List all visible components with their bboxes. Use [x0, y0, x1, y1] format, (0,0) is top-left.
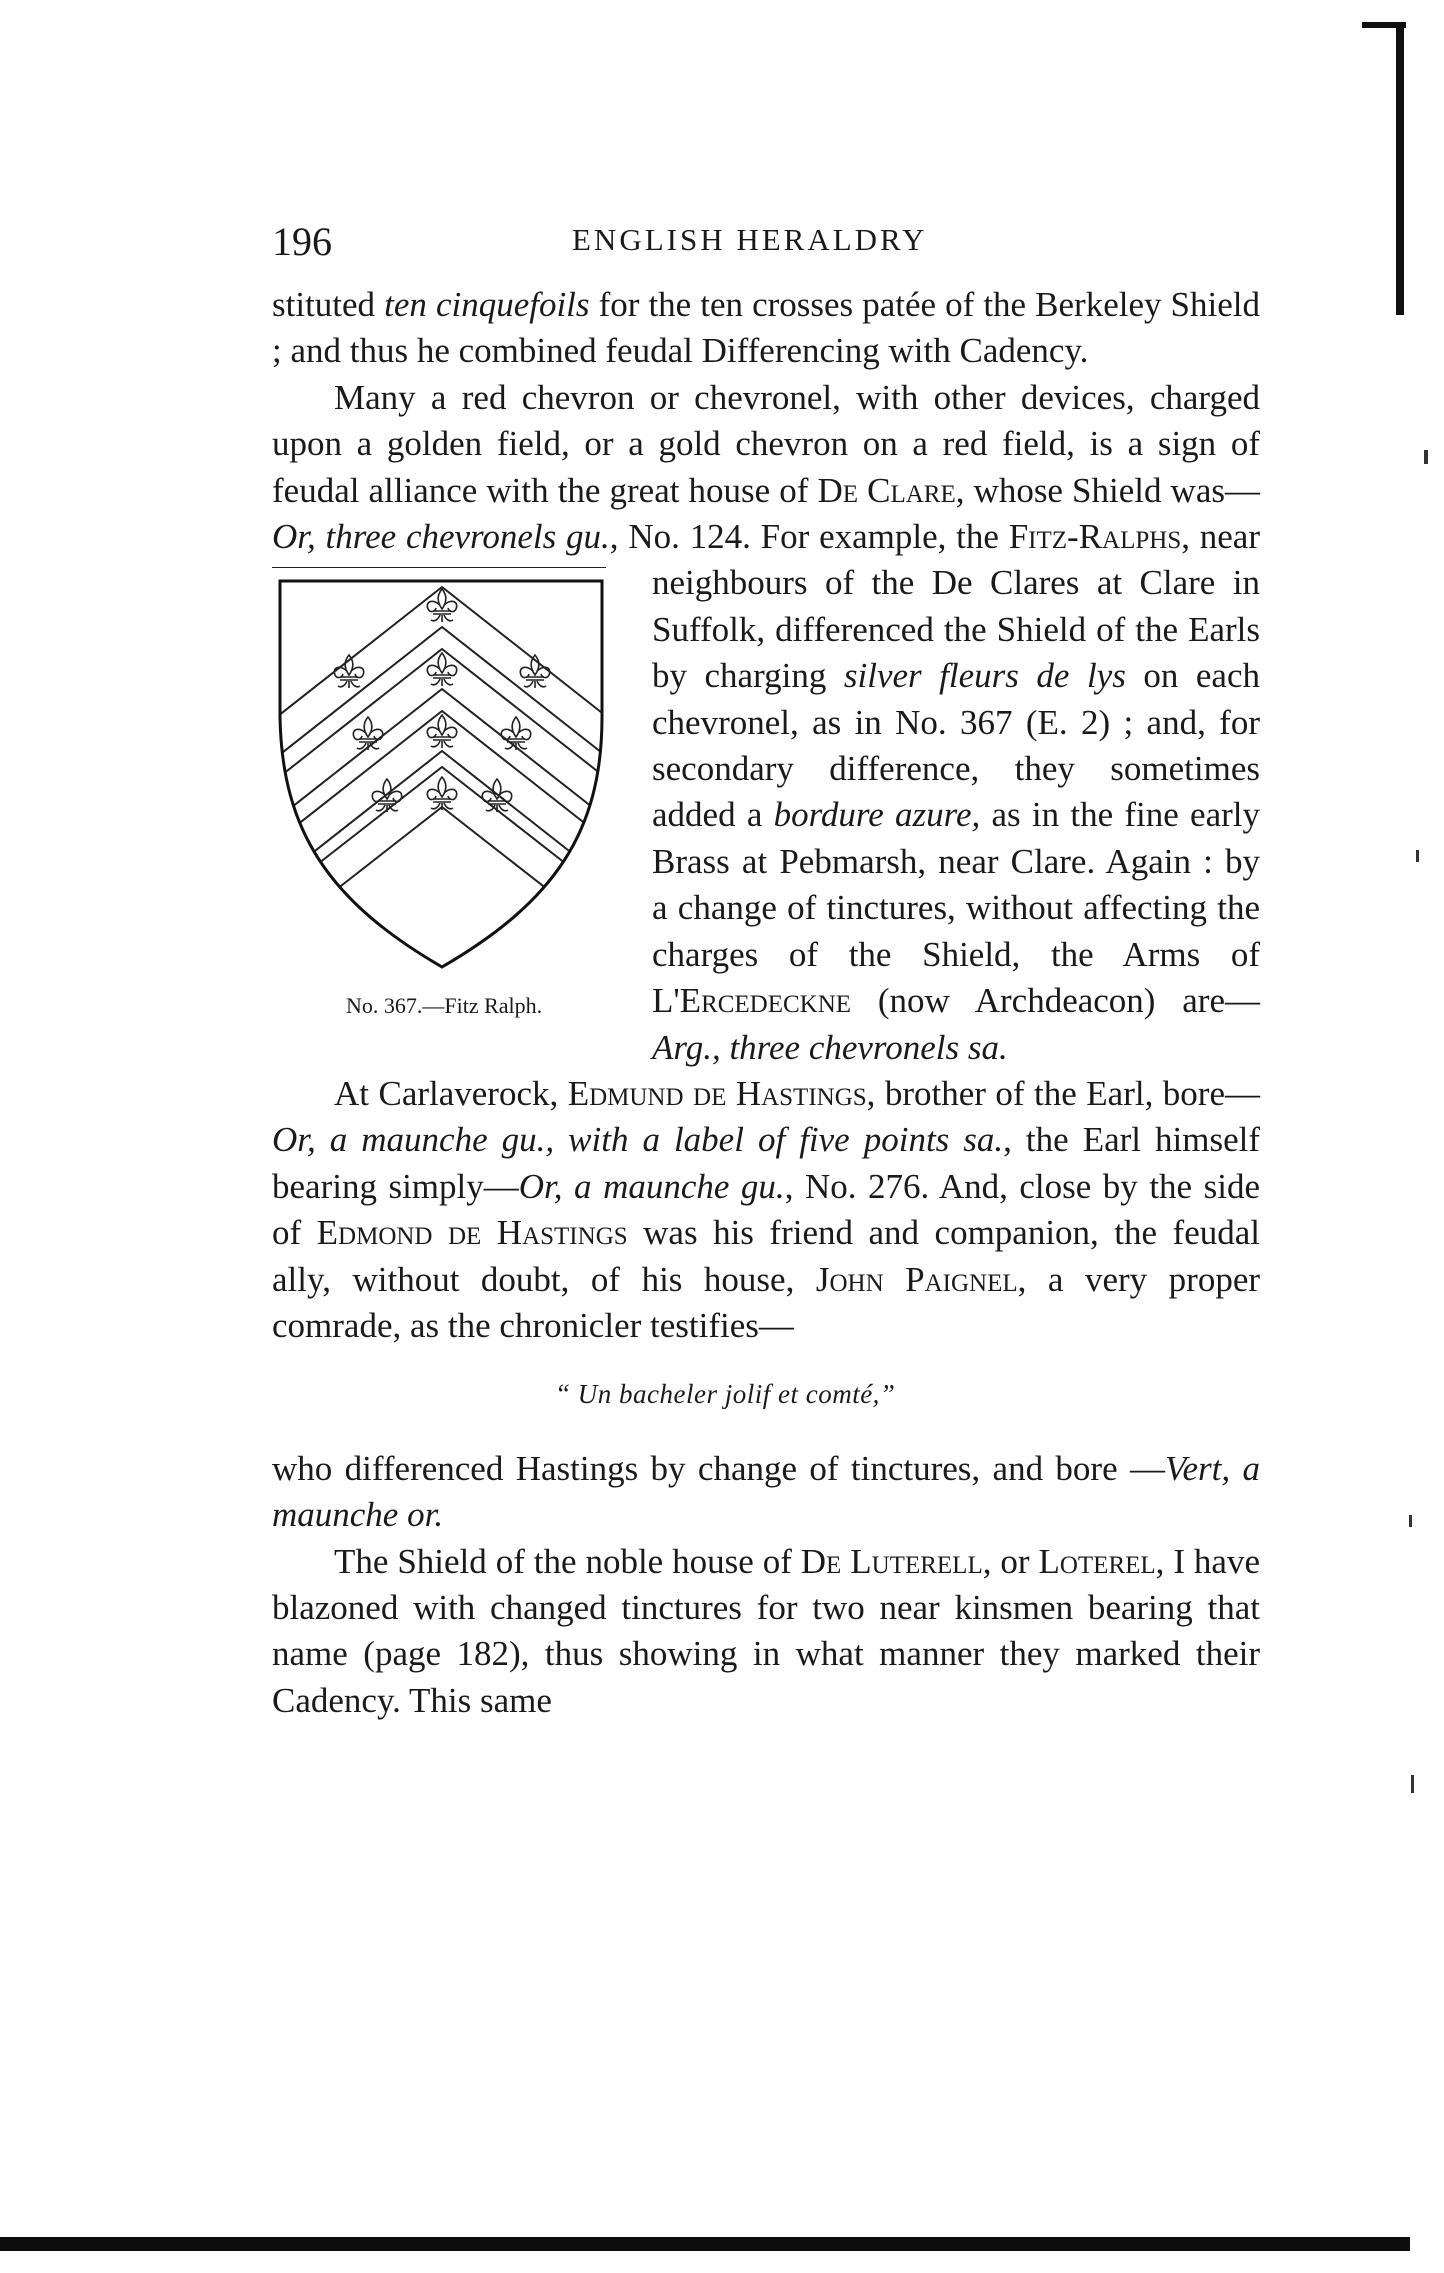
text-run: , No. 124. For example, the — [609, 517, 1009, 557]
running-title: ENGLISH HERALDRY — [572, 222, 928, 257]
scan-speck — [1424, 450, 1428, 464]
text-run: stituted — [272, 285, 385, 324]
figure-caption: No. 367.—Fitz Ralph. — [346, 993, 543, 1019]
text-run: At Carlaverock, — [334, 1073, 568, 1113]
text-run: , brother of the Earl, bore— — [866, 1073, 1260, 1113]
italic-run: Or, a maunche gu. — [518, 1166, 785, 1206]
italic-run: Vert, a maunche or. — [272, 1448, 1260, 1535]
italic-run: bordure azure, — [773, 795, 981, 835]
small-caps-run: John Paignel — [815, 1259, 1018, 1299]
shield-icon — [274, 567, 610, 997]
text-run: The Shield of the noble house of — [334, 1541, 801, 1581]
small-caps-run: Edmund de Hastings — [567, 1073, 867, 1113]
running-head — [272, 218, 1272, 268]
text-run: , a very proper comrade, as the chronicler testifies— — [272, 1259, 1261, 1345]
text-run: , I have blazoned with changed tinctures for two near kinsmen bearing that name (page 182), thus showing in what manner they marked their Cadency. This same — [272, 1541, 1260, 1720]
italic-run: Arg., three chevronels sa. — [652, 1027, 1008, 1067]
text-run: was his friend and companion, the feudal ally, without doubt, of his house, — [272, 1213, 1261, 1299]
italic-run: ten cinquefoils — [384, 285, 590, 324]
scan-speck — [1416, 850, 1419, 862]
text-run: who differenced Hastings by change of tinctures, and bore — — [272, 1448, 1165, 1488]
paragraph-2 — [272, 375, 1260, 1071]
small-caps-run: De Clare — [817, 470, 956, 510]
text-run: , the Earl himself bearing simply— — [272, 1120, 1260, 1206]
scan-bottom-edge — [0, 2237, 1410, 2251]
body-text — [272, 282, 1260, 1724]
small-caps-run: Edmond de Hastings — [316, 1213, 628, 1253]
paragraph-3 — [272, 1071, 1260, 1349]
text-run: , No. 276. And, close by the side of — [272, 1166, 1260, 1253]
text-run: as in the fine early Brass at Pebmarsh, near Clare. Again : by a change of tinctures, without affecting the charges of the Shield, the Arms of — [652, 795, 1260, 974]
small-caps-run: Loterel — [1038, 1541, 1156, 1581]
figure-fitz-ralph — [272, 567, 636, 1027]
text-run: , or — [982, 1541, 1039, 1581]
italic-run: silver fleurs de lys — [843, 656, 1126, 696]
text-run: on each chevronel, as in No. 367 (E. 2) ; and, for secondary difference, they sometimes added a — [652, 656, 1260, 835]
verse-quotation: “ Un bacheler jolif et comté,” — [555, 1379, 896, 1410]
scan-speck — [1409, 1515, 1412, 1527]
italic-run: Or, a maunche gu., with a label of five points sa. — [272, 1120, 1004, 1160]
scan-speck — [1411, 1775, 1414, 1793]
text-run: for the ten crosses patée of the Berkeley Shield ; and thus he combined feudal Differencing with Cadency. — [272, 285, 1260, 371]
text-run: , near neighbours of the De Clares at Clare in Suffolk, differenced the Shield of the Earls by charging — [652, 517, 1260, 696]
text-run: Many a red chevron or chevronel, with other devices, charged upon a golden field, or a gold chevron on a red field, is a sign of feudal alliance with the great house of — [272, 377, 1260, 510]
small-caps-run: De Luterell — [800, 1541, 983, 1581]
text-run: (now Archdeacon) are— — [851, 981, 1260, 1021]
paragraph-5 — [272, 1539, 1260, 1725]
scan-edge-rule — [1396, 25, 1404, 315]
small-caps-run: L'Ercedeckne — [652, 981, 852, 1021]
paragraph-1 — [272, 282, 1260, 375]
page-number: 196 — [272, 219, 332, 264]
small-caps-run: Fitz-Ralphs — [1008, 517, 1182, 557]
paragraph-4 — [272, 1446, 1260, 1539]
text-run: , whose Shield was— — [955, 470, 1260, 510]
italic-run: Or, three chevronels gu. — [272, 517, 610, 557]
